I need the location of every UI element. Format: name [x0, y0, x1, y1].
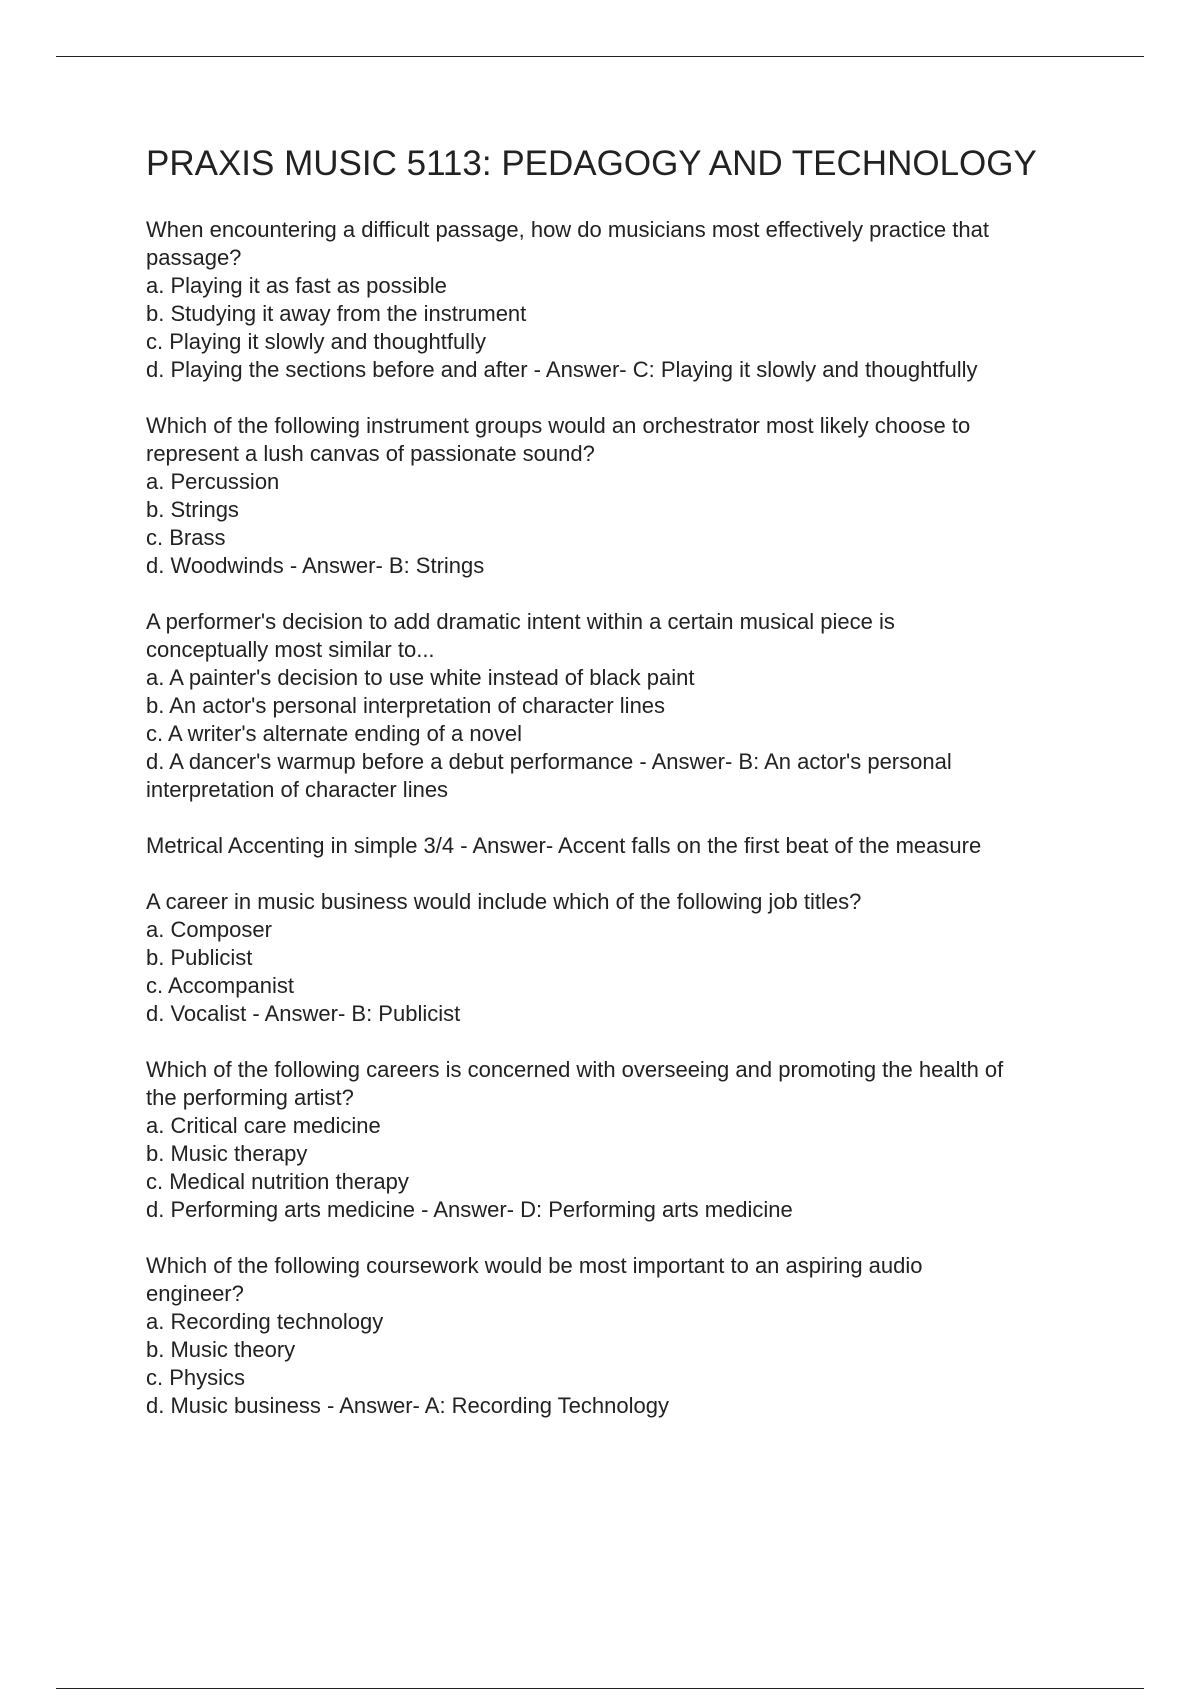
question-line: a. Percussion: [146, 469, 280, 494]
question-line: engineer?: [146, 1281, 244, 1306]
question-line: conceptually most similar to...: [146, 637, 435, 662]
question-line: Metrical Accenting in simple 3/4 - Answer- Accent falls on the first beat of the measure: [146, 833, 982, 858]
question-line: passage?: [146, 245, 242, 270]
question-line: c. Playing it slowly and thoughtfully: [146, 329, 486, 354]
question-line: b. Publicist: [146, 945, 253, 970]
page-title: PRAXIS MUSIC 5113: PEDAGOGY AND TECHNOLOGY: [146, 144, 1037, 183]
question-line: d. Music business - Answer- A: Recording Technology: [146, 1393, 669, 1418]
question-line: Which of the following coursework would be most important to an aspiring audio: [146, 1253, 923, 1278]
question-line: A performer's decision to add dramatic intent within a certain musical piece is: [146, 609, 895, 634]
question-line: a. A painter's decision to use white instead of black paint: [146, 665, 695, 690]
question-line: represent a lush canvas of passionate sound?: [146, 441, 595, 466]
question-line: a. Recording technology: [146, 1309, 384, 1334]
question-line: interpretation of character lines: [146, 777, 449, 802]
question-line: d. Woodwinds - Answer- B: Strings: [146, 553, 485, 578]
question-line: A career in music business would include which of the following job titles?: [146, 889, 862, 914]
question-line: d. A dancer's warmup before a debut performance - Answer- B: An actor's personal: [146, 749, 952, 774]
bottom-rule: [56, 1688, 1144, 1689]
document-body: [146, 140, 1106, 1448]
question-line: c. A writer's alternate ending of a novel: [146, 721, 522, 746]
question-line: a. Composer: [146, 917, 272, 942]
question-block: [146, 412, 1106, 580]
question-line: b. Music therapy: [146, 1141, 308, 1166]
question-line: c. Accompanist: [146, 973, 294, 998]
question-line: c. Brass: [146, 525, 226, 550]
question-line: b. Strings: [146, 497, 239, 522]
question-block: [146, 608, 1106, 804]
question-line: Which of the following instrument groups would an orchestrator most likely choose to: [146, 413, 971, 438]
question-block: [146, 832, 1106, 860]
question-line: a. Critical care medicine: [146, 1113, 381, 1138]
question-line: a. Playing it as fast as possible: [146, 273, 447, 298]
question-line: Which of the following careers is concerned with overseeing and promoting the health of: [146, 1057, 1004, 1082]
question-line: b. An actor's personal interpretation of character lines: [146, 693, 666, 718]
question-line: the performing artist?: [146, 1085, 354, 1110]
question-line: b. Music theory: [146, 1337, 296, 1362]
question-block: [146, 1252, 1106, 1420]
question-block: [146, 216, 1106, 384]
question-block: [146, 1056, 1106, 1224]
question-line: d. Playing the sections before and after - Answer- C: Playing it slowly and thoughtfully: [146, 357, 978, 382]
top-rule: [56, 56, 1144, 57]
question-line: d. Vocalist - Answer- B: Publicist: [146, 1001, 461, 1026]
question-block: [146, 888, 1106, 1028]
question-line: b. Studying it away from the instrument: [146, 301, 527, 326]
question-line: When encountering a difficult passage, how do musicians most effectively practice that: [146, 217, 989, 242]
question-line: c. Medical nutrition therapy: [146, 1169, 409, 1194]
question-line: d. Performing arts medicine - Answer- D: Performing arts medicine: [146, 1197, 793, 1222]
question-list: [146, 216, 1106, 1420]
question-line: c. Physics: [146, 1365, 246, 1390]
